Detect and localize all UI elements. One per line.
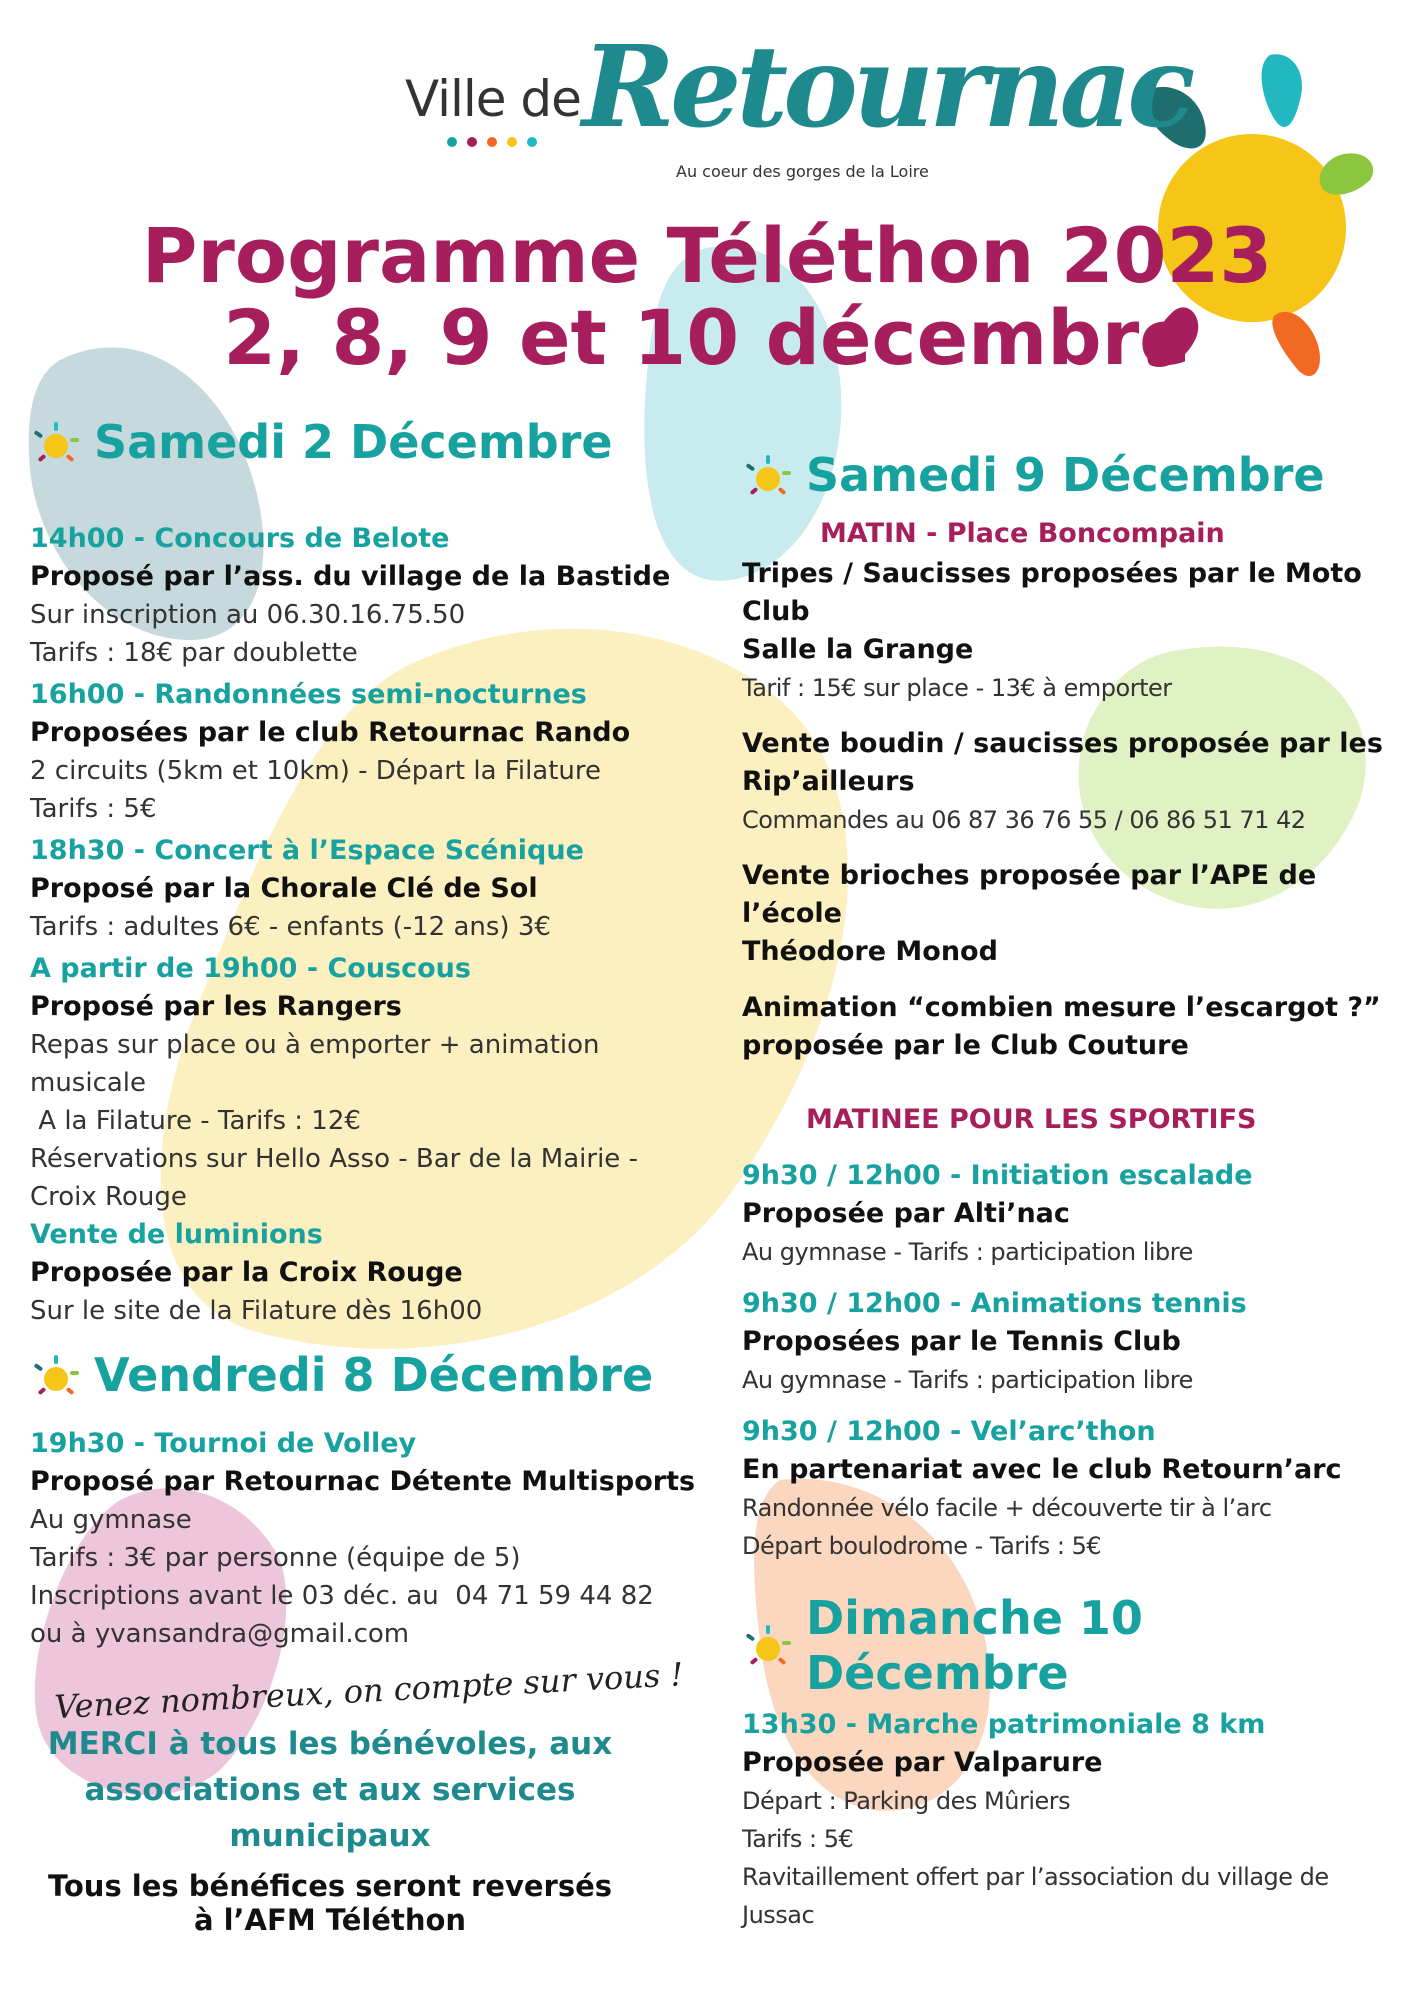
- thanks-line: associations et aux services: [84, 1772, 576, 1809]
- thanks-line: municipaux: [229, 1818, 431, 1855]
- event-belote: [30, 520, 710, 672]
- item-tripes: [742, 555, 1402, 707]
- event-volley: [30, 1425, 710, 1653]
- item-detail: Commandes au 06 87 36 76 55 / 06 86 51 71 42: [742, 806, 1306, 835]
- section-heading-matin: MATIN - Place Boncompain: [820, 518, 1225, 550]
- event-detail: Tarifs : 18€ par doublette: [30, 638, 358, 669]
- benefits-line: à l’AFM Téléthon: [193, 1903, 467, 1938]
- event-time: A partir de 19h00 - Couscous: [30, 953, 471, 985]
- event-time: 13h30 - Marche patrimoniale 8 km: [742, 1708, 1266, 1740]
- event-detail: Au gymnase - Tarifs : participation libre: [742, 1238, 1193, 1267]
- day-heading-samedi-2: [30, 415, 710, 470]
- item-title: proposée par le Club Couture: [742, 1030, 1189, 1062]
- event-detail: Départ : Parking des Mûriers: [742, 1786, 1071, 1815]
- event-detail: Sur inscription au 06.30.16.75.50: [30, 600, 466, 631]
- event-detail: Repas sur place ou à emporter + animation musicale: [30, 1030, 600, 1099]
- event-organizer: Proposée par Valparure: [742, 1746, 1103, 1778]
- event-detail: Départ boulodrome - Tarifs : 5€: [742, 1532, 1102, 1561]
- event-detail: Inscriptions avant le 03 déc. au 04 71 59 44 82: [30, 1581, 654, 1612]
- event-rando: [30, 676, 710, 828]
- event-time: 19h30 - Tournoi de Volley: [30, 1428, 417, 1460]
- item-detail: Tarif : 15€ sur place - 13€ à emporter: [742, 674, 1172, 703]
- event-organizer: Proposée par Alti’nac: [742, 1198, 1070, 1230]
- item-title: Tripes / Saucisses proposées par le Moto Club: [742, 558, 1362, 628]
- event-detail: Ravitaillement offert par l’association du village de Jussac: [742, 1862, 1329, 1929]
- benefits-line: Tous les bénéfices seront reversés: [47, 1869, 613, 1904]
- page-title: Programme Téléthon 2023: [141, 211, 1273, 300]
- sun-icon: [742, 451, 792, 501]
- sun-icon: [30, 418, 80, 468]
- event-organizer: En partenariat avec le club Retourn’arc: [742, 1454, 1342, 1486]
- sun-icon: [742, 1621, 792, 1671]
- left-column: [30, 415, 710, 1937]
- event-organizer: Proposé par les Rangers: [30, 991, 402, 1023]
- event-organizer: Proposées par le Tennis Club: [742, 1326, 1181, 1358]
- event-time: 9h30 / 12h00 - Vel’arc’thon: [742, 1416, 1156, 1448]
- event-time: 9h30 / 12h00 - Initiation escalade: [742, 1160, 1253, 1192]
- event-detail: Au gymnase: [30, 1505, 192, 1536]
- event-detail: Tarifs : 5€: [30, 794, 157, 825]
- slogan: Venez nombreux, on compte sur vous !: [53, 1655, 685, 1727]
- day-heading-dimanche-10: [742, 1591, 1402, 1701]
- logo-tagline: Au coeur des gorges de la Loire: [676, 162, 929, 181]
- event-detail: Sur le site de la Filature dès 16h00: [30, 1296, 483, 1327]
- event-detail: Tarifs : 3€ par personne (équipe de 5): [30, 1543, 521, 1574]
- item-title: Rip’ailleurs: [742, 766, 915, 798]
- event-time: 18h30 - Concert à l’Espace Scénique: [30, 835, 584, 867]
- event-detail: Tarifs : adultes 6€ - enfants (-12 ans) 3€: [30, 912, 551, 943]
- event-escalade: [742, 1157, 1402, 1271]
- item-title: Théodore Monod: [742, 936, 998, 968]
- event-organizer: Proposées par le club Retournac Rando: [30, 717, 631, 749]
- section-heading-sportifs: MATINEE POUR LES SPORTIFS: [806, 1104, 1257, 1136]
- item-title: Vente brioches proposée par l’APE de l’école: [742, 860, 1317, 930]
- event-couscous: [30, 950, 710, 1216]
- event-organizer: Proposé par l’ass. du village de la Bastide: [30, 561, 671, 593]
- event-velarcthon: [742, 1413, 1402, 1565]
- logo-name: Retournac: [582, 22, 1191, 153]
- day-heading-samedi-9: [742, 448, 1402, 503]
- page-dates: 2, 8, 9 et 10 décembre: [223, 293, 1191, 382]
- event-detail: A la Filature - Tarifs : 12€: [30, 1106, 361, 1137]
- event-detail: 2 circuits (5km et 10km) - Départ la Filature: [30, 756, 602, 787]
- item-boudin: [742, 725, 1402, 839]
- item-title: Salle la Grange: [742, 634, 974, 666]
- event-detail: Tarifs : 5€: [742, 1824, 854, 1853]
- event-time: 16h00 - Randonnées semi-nocturnes: [30, 679, 587, 711]
- event-tennis: [742, 1285, 1402, 1399]
- event-time: 9h30 / 12h00 - Animations tennis: [742, 1288, 1247, 1320]
- event-organizer: Proposée par la Croix Rouge: [30, 1257, 463, 1289]
- event-organizer: Proposé par la Chorale Clé de Sol: [30, 873, 538, 905]
- logo-prefix: Ville de: [405, 70, 581, 128]
- event-luminions: [30, 1216, 710, 1330]
- sun-icon: [30, 1351, 80, 1401]
- item-title: Animation “combien mesure l’escargot ?”: [742, 992, 1381, 1024]
- event-time: Vente de luminions: [30, 1219, 323, 1251]
- item-escargot: [742, 989, 1402, 1065]
- logo-dots: [447, 137, 537, 147]
- day-heading-label: Dimanche 10 Décembre: [806, 1591, 1143, 1701]
- day-heading-label: Vendredi 8 Décembre: [94, 1348, 654, 1403]
- item-title: Vente boudin / saucisses proposée par les: [742, 728, 1383, 760]
- event-detail: Randonnée vélo facile + découverte tir à l’arc: [742, 1494, 1272, 1523]
- event-detail: Réservations sur Hello Asso - Bar de la Mairie - Croix Rouge: [30, 1144, 638, 1213]
- day-heading-vendredi-8: [30, 1348, 710, 1403]
- event-concert: [30, 832, 710, 946]
- day-heading-label: Samedi 9 Décembre: [806, 448, 1325, 502]
- day-heading-label: Samedi 2 Décembre: [94, 415, 613, 469]
- event-marche: [742, 1706, 1402, 1934]
- event-organizer: Proposé par Retournac Détente Multisports: [30, 1466, 696, 1498]
- event-time: 14h00 - Concours de Belote: [30, 523, 450, 555]
- item-brioches: [742, 857, 1402, 971]
- thanks-block: [30, 1721, 630, 1937]
- thanks-line: MERCI à tous les bénévoles, aux: [47, 1726, 613, 1763]
- event-detail: Au gymnase - Tarifs : participation libre: [742, 1366, 1193, 1395]
- right-column: [742, 448, 1402, 1934]
- event-email: ou à yvansandra@gmail.com: [30, 1619, 410, 1650]
